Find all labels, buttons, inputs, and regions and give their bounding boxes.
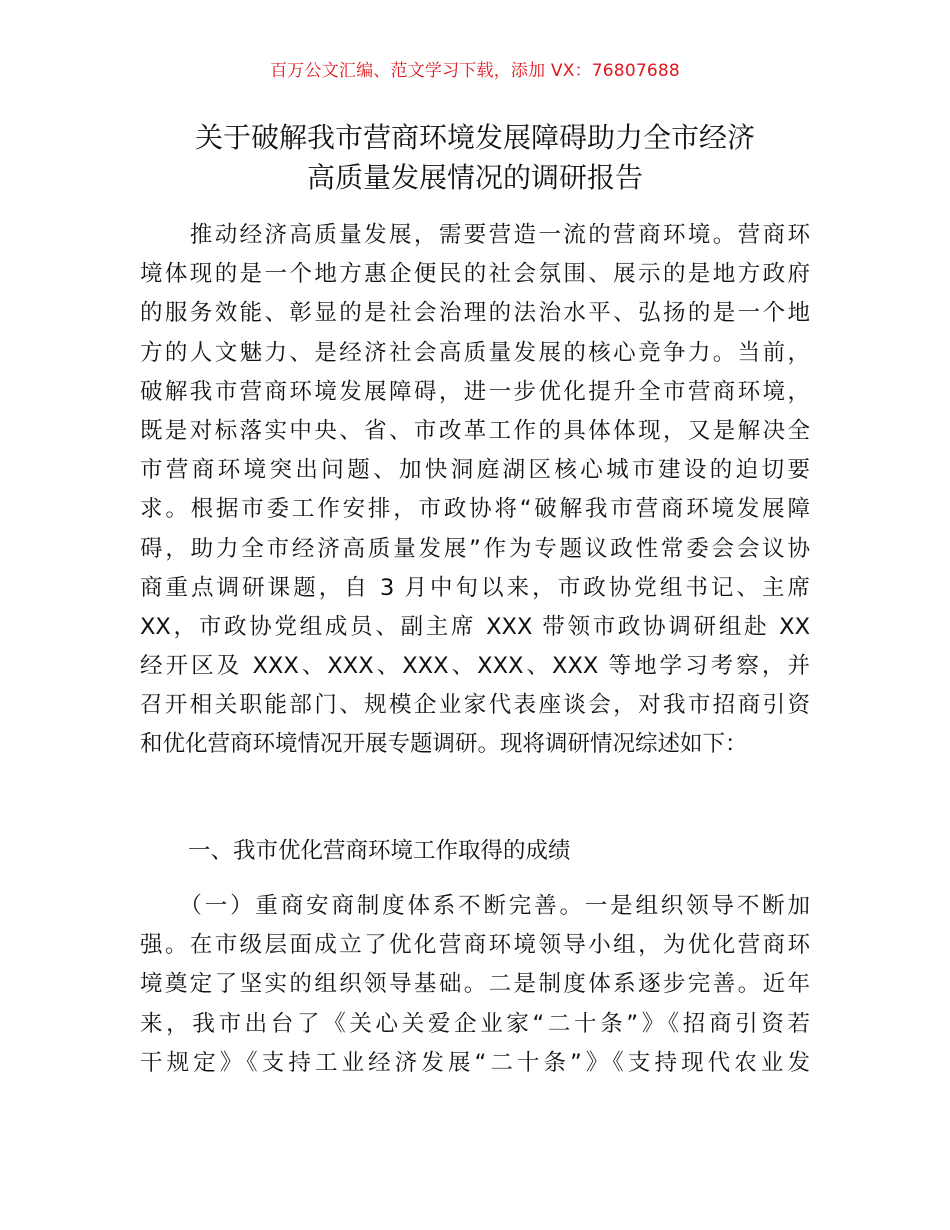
text-line: 碍，助力全市经济高质量发展”作为专题议政性常委会会议协 xyxy=(140,535,810,562)
text-line: 破解我市营商环境发展障碍，进一步优化提升全市营商环境， xyxy=(140,378,810,405)
paragraph-intro xyxy=(140,216,810,765)
text-line: 强。在市级层面成立了优化营商环境领导小组，为优化营商环 xyxy=(140,932,810,959)
watermark-header: 百万公文汇编、范文学习下载，添加 VX：76807688 xyxy=(270,61,680,81)
paragraph-section-1 xyxy=(140,887,810,1083)
text-line: XX，市政协党组成员、副主席 XXX 带领市政协调研组赴 XX xyxy=(140,613,810,640)
text-line: 方的人文魅力、是经济社会高质量发展的核心竞争力。当前， xyxy=(140,339,810,366)
text-line: （一）重商安商制度体系不断完善。一是组织领导不断加 xyxy=(140,893,810,919)
text-line: 干规定》《支持工业经济发展“二十条”》《支持现代农业发 xyxy=(140,1049,810,1076)
section-heading: 一、我市优化营商环境工作取得的成绩 xyxy=(188,838,571,864)
text-line: 来，我市出台了《关心关爱企业家“二十条”》《招商引资若 xyxy=(140,1010,810,1037)
text-line: 既是对标落实中央、省、市改革工作的具体体现，又是解决全 xyxy=(140,417,810,444)
text-line: 的服务效能、彰显的是社会治理的法治水平、弘扬的是一个地 xyxy=(140,300,810,327)
text-line: 和优化营商环境情况开展专题调研。现将调研情况综述如下： xyxy=(140,731,748,758)
text-line: 推动经济高质量发展，需要营造一流的营商环境。营商环 xyxy=(140,222,810,248)
text-line: 经开区及 XXX、XXX、XXX、XXX、XXX 等地学习考察，并 xyxy=(140,653,810,680)
title-line-1: 关于破解我市营商环境发展障碍助力全市经济 xyxy=(194,121,755,154)
text-line: 境体现的是一个地方惠企便民的社会氛围、展示的是地方政府 xyxy=(140,261,810,288)
text-line: 求。根据市委工作安排，市政协将“破解我市营商环境发展障 xyxy=(140,496,810,523)
document-title xyxy=(140,118,810,198)
text-line: 召开相关职能部门、规模企业家代表座谈会，对我市招商引资 xyxy=(140,692,810,719)
title-line-2: 高质量发展情况的调研报告 xyxy=(306,161,643,194)
text-line: 商重点调研课题，自 3 月中旬以来，市政协党组书记、主席 xyxy=(140,574,810,601)
text-line: 境奠定了坚实的组织领导基础。二是制度体系逐步完善。近年 xyxy=(140,971,810,998)
text-line: 市营商环境突出问题、加快洞庭湖区核心城市建设的迫切要 xyxy=(140,457,810,484)
